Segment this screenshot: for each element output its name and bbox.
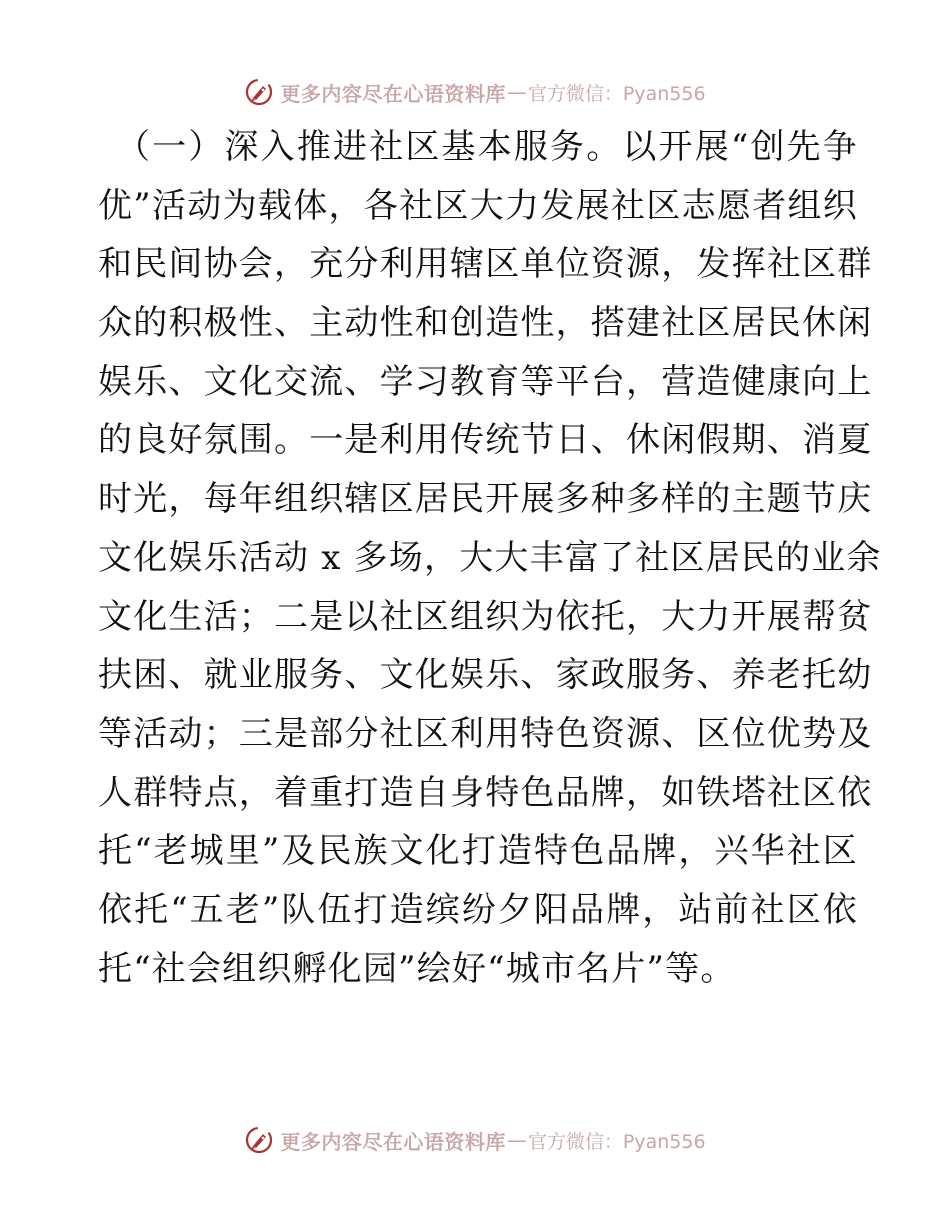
paragraph-line: 文化生活；二是以社区组织为依托，大力开展帮贫 [98,596,873,637]
paragraph-line: 的良好氛围。一是利用传统节日、休闲假期、消夏 [98,420,873,461]
paragraph-line: 依托“五老”队伍打造缤纷夕阳品牌，站前社区依 [98,889,858,930]
paragraph-line: 文化娱乐活动 x 多场，大大丰富了社区居民的业余 [98,537,882,578]
watermark-dash: — [506,80,527,104]
paragraph-line: 托“社会组织孵化园”绘好“城市名片”等。 [98,948,736,989]
paragraph-line: 等活动；三是部分社区利用特色资源、区位优势及 [98,713,873,754]
watermark-main-text: 更多内容尽在心语资料库 [280,81,506,106]
watermark-dash: — [506,1128,527,1152]
paragraph-line: 和民间协会，充分利用辖区单位资源，发挥社区群 [98,244,873,285]
watermark-contact-text: 官方微信：Pyan556 [527,1130,706,1153]
paragraph-line: 人群特点，着重打造自身特色品牌，如铁塔社区依 [98,772,873,813]
paragraph-line: 时光，每年组织辖区居民开展多种多样的主题节庆 [98,479,873,520]
paragraph-line: （一）深入推进社区基本服务。以开展“创先争 [116,127,858,167]
watermark-main-text: 更多内容尽在心语资料库 [280,1129,506,1154]
paragraph-line: 托“老城里”及民族文化打造特色品牌，兴华社区 [98,831,858,872]
pen-nib-logo-icon [244,77,274,107]
paragraph-line: 众的积极性、主动性和创造性，搭建社区居民休闲 [98,303,873,344]
paragraph-line: 娱乐、文化交流、学习教育等平台，营造健康向上 [98,361,873,402]
body-paragraph [98,118,882,998]
pen-nib-logo-icon [244,1125,274,1155]
paragraph-line: 扶困、就业服务、文化娱乐、家政服务、养老托幼 [98,655,873,696]
footer-watermark [0,1120,950,1160]
watermark-contact-text: 官方微信：Pyan556 [527,82,706,105]
header-watermark [0,72,950,112]
paragraph-line: 优”活动为载体，各社区大力发展社区志愿者组织 [98,185,858,226]
